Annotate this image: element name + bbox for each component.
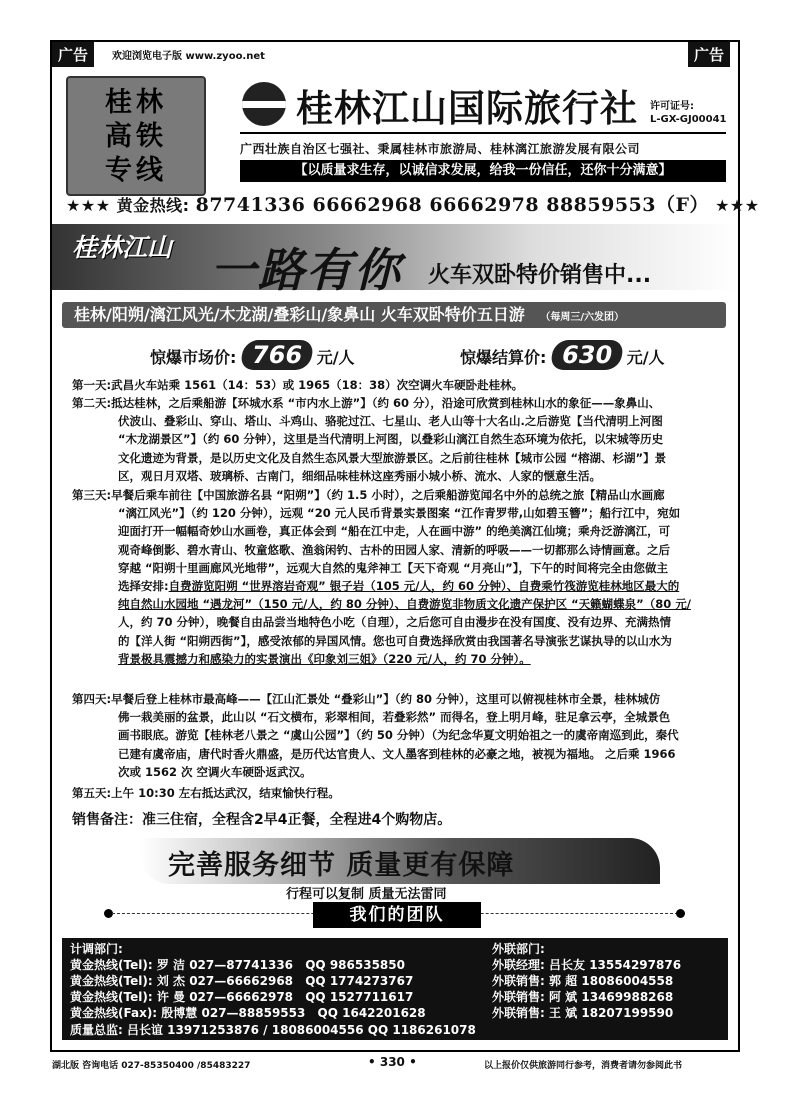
day-line: 的【洋人街 “阳朔西街”】，感受浓郁的异国风情。您也可自费选择欣赏由我国著名导演张艺谋执导的以山水为 <box>118 633 672 648</box>
contact-row-left <box>70 1004 426 1021</box>
ad-tag-left: 广告 <box>52 42 94 67</box>
sales-note: 销售备注：准三住宿，全程含2早4正餐，全程进4个购物店。 <box>72 812 452 828</box>
day-title: 第二天: <box>72 396 112 410</box>
right-dept-header: 外联部门: <box>492 942 545 956</box>
contact-phone: 18207199590 <box>581 1006 674 1020</box>
company-name: 桂林江山国际旅行社 <box>296 87 638 130</box>
welcome-text: 欢迎浏览电子版 www.zyoo.net <box>112 51 265 62</box>
day-title: 第一天: <box>72 378 112 392</box>
market-price <box>150 340 355 370</box>
scroll-line-3: 专线 <box>105 155 167 186</box>
day-line: 背景极具震撼力和感染力的实景演出《印象刘三姐》（220 元/人，约 70 分钟）。 <box>118 651 531 666</box>
ad-tag-right: 广告 <box>688 42 730 67</box>
contact-name: 吕长友 <box>549 958 586 972</box>
day-line: 迎面打开一幅幅奇妙山水画卷，真正体会到 “船在江中走，人在画中游” 的绝美漓江仙境；乘舟泛游漓江，可 <box>118 524 671 539</box>
contact-name: 殷博慧 <box>161 1006 198 1020</box>
day-line: 伏波山、叠彩山、穿山、塔山、斗鸡山、骆驼过江、七星山、老人山等十大名山.之后游览【当代清明上河图 <box>118 414 663 429</box>
footer-left: 湖北版 咨询电话 027-85350400 /85483227 <box>52 1061 251 1071</box>
contact-row-left <box>70 988 413 1005</box>
day-line: 画书眼底。游览【桂林老八景之 “虞山公园”】（约 50 分钟）（为纪念华夏文明始祖之一的虞帝南巡到此，秦代 <box>118 728 679 743</box>
contact-label: 黄金热线(Tel): <box>70 958 153 972</box>
day-line: 早餐后登上桂林市最高峰——【江山汇景处 “叠彩山”】（约 80 分钟），这里可以俯视桂林市全景，桂林城仿 <box>111 692 661 706</box>
company-logo-icon <box>242 82 286 126</box>
day-line: 文化遗迹为背景，是以历史文化及自然生态风景大型旅游景区。之后前往桂林【城市公园 “榕湖、杉湖”】景 <box>118 450 667 465</box>
left-dept-header: 计调部门: <box>70 942 123 956</box>
header-divider <box>240 132 726 134</box>
scroll-line-2: 高铁 <box>105 121 167 152</box>
itinerary-day1 <box>72 376 722 394</box>
day-line: 纯自然山水园地 “遇龙河”（150 元/人，约 80 分钟）、自费游览非物质文化遗产保护区 “天籁蝴蝶泉”（80 元/ <box>118 597 691 612</box>
contact-qq: QQ 986535850 <box>305 958 405 972</box>
contact-name: 阿 斌 <box>549 990 578 1004</box>
contact-row-right <box>492 972 673 989</box>
contact-label: 黄金热线(Fax): <box>70 1006 158 1020</box>
company-slogan: 【以质量求生存，以诚信求发展，给我一份信任，还你十分满意】 <box>240 160 726 182</box>
day-line: 已建有虞帝庙，唐代时香火鼎盛，是历代达官贵人、文人墨客到桂林的必豪之地，被视为福地。 之后乘 1966 <box>118 746 676 761</box>
settle-price-unit: 元/人 <box>626 348 665 367</box>
banner-headline: 一路有你 <box>210 243 402 297</box>
license-number: L-GX-GJ00041 <box>650 114 727 125</box>
contact-name: 罗 洁 <box>156 958 185 972</box>
day-text: 上午 10:30 左右抵达武汉，结束愉快行程。 <box>111 786 340 800</box>
day-text: 武昌火车站乘 1561（14：53）或 1965（18：38）次空调火车硬卧赴桂林。 <box>111 378 524 392</box>
choice-prefix: 选择安排: <box>118 579 169 594</box>
contact-label: 外联经理: <box>492 958 545 972</box>
day-line: 观奇峰倒影、碧水青山、牧童悠歌、渔翁闲钓、古朴的田园人家、清新的呼吸——一切都那么诗情画意。之后 <box>118 542 670 557</box>
day-line: 穿越 “阳朔十里画廊风光地带”，远观大自然的鬼斧神工【天下奇观 “月亮山”】，下午的时间将完全由您做主 <box>118 560 668 575</box>
settle-price-value: 630 <box>549 340 624 370</box>
contact-name: 刘 杰 <box>156 974 185 988</box>
route-schedule: （每周三/六发团） <box>540 312 625 323</box>
contact-row-left <box>70 972 413 989</box>
day-line: 佛一栽美丽的盆景，此山以 “石文横布，彩翠相间，若叠彩然” 而得名，登上明月峰，驻足拿云亭，全城景色 <box>118 710 671 725</box>
banner-brand: 桂林江山 <box>72 233 173 262</box>
service-title: 完善服务细节 质量更有保障 <box>168 850 515 881</box>
contact-label: 黄金热线(Tel): <box>70 990 153 1004</box>
day-line: 早餐后乘车前往【中国旅游名县 “阳朔”】（约 1.5 小时），之后乘船游览闻名中外的总统之旅【精品山水画廊 <box>111 488 665 502</box>
choice-option: 自费游览阳朔 “世界溶岩奇观” 银子岩（105 元/人，约 60 分钟）、自费乘竹筏游览桂林地区最大的 <box>168 579 680 594</box>
star-icon: ★★★ <box>66 196 111 215</box>
contact-row-right <box>492 956 681 973</box>
footer-right: 以上报价仅供旅游同行参考，消费者请勿参阅此书 <box>484 1061 683 1071</box>
contact-qq: QQ 1642201628 <box>317 1006 426 1020</box>
contact-label: 外联销售: <box>492 1006 545 1020</box>
contact-phone: 18086004558 <box>581 974 674 988</box>
contact-qq: QQ 1774273767 <box>305 974 414 988</box>
page-number: • 330 • <box>368 1055 417 1069</box>
day-line: 次或 1562 次 空调火车硬卧返武汉。 <box>118 764 312 779</box>
itinerary-day5 <box>72 784 722 802</box>
contact-phone: 027—87741336 <box>189 958 294 972</box>
day-line: 人，约 70 分钟），晚餐自由品尝当地特色小吃（自理），之后您可自由漫步在没有国度、没有边界、充满热情 <box>118 615 672 630</box>
contact-phone: 027—66662978 <box>189 990 294 1004</box>
contact-row-right <box>492 988 673 1005</box>
company-affiliation: 广西壮族自治区七强社、秉属桂林市旅游局、桂林漓江旅游发展有限公司 <box>240 142 641 156</box>
divider-dot-icon <box>676 909 685 918</box>
hotline-label: 黄金热线: <box>116 196 190 215</box>
contact-label: 外联销售: <box>492 974 545 988</box>
route-title-bar <box>62 302 726 328</box>
scroll-line-1: 桂林 <box>105 87 167 118</box>
market-price-unit: 元/人 <box>316 348 355 367</box>
day-line: 抵达桂林，之后乘船游【环城水系 “市内水上游”】（约 60 分），沿途可欣赏到桂林山水的象征——象鼻山、 <box>111 396 661 410</box>
contact-label: 黄金热线(Tel): <box>70 974 153 988</box>
hotline-numbers: 87741336 66662968 66662978 88859553（F） <box>195 194 709 216</box>
team-label: 我们的团队 <box>313 902 481 928</box>
contact-phone: 027—88859553 <box>201 1006 306 1020</box>
contact-label: 外联销售: <box>492 990 545 1004</box>
service-subtitle: 行程可以复制 质量无法雷同 <box>286 887 447 902</box>
day-title: 第五天: <box>72 786 112 800</box>
day-line: 区，观日月双塔、玻璃桥、古南门，细细品味桂林这座秀丽小城小桥、流水、人家的惬意生活。 <box>118 468 601 483</box>
contact-box <box>62 938 728 1040</box>
route-scroll <box>66 76 206 196</box>
itinerary-day4 <box>72 690 722 781</box>
license-label: 许可证号: <box>650 101 694 112</box>
contact-qq: QQ 1527711617 <box>305 990 414 1004</box>
hotline-row <box>66 190 760 217</box>
license-block <box>650 100 727 126</box>
contact-row-left <box>70 956 405 973</box>
quality-manager: 质量总监: 吕长谊 13971253876 / 18086004556 QQ 1186261078 <box>70 1023 476 1037</box>
settle-price-label: 惊爆结算价: <box>460 348 547 367</box>
star-icon: ★★★ <box>715 196 760 215</box>
route-title: 桂林/阳朔/漓江风光/木龙湖/叠彩山/象鼻山 火车双卧特价五日游 <box>74 305 525 324</box>
contact-phone: 13469988268 <box>581 990 674 1004</box>
banner-subtitle: 火车双卧特价销售中... <box>428 263 652 288</box>
itinerary-day3 <box>72 486 722 668</box>
contact-name: 许 曼 <box>156 990 185 1004</box>
settle-price <box>460 340 665 370</box>
contact-phone: 027—66662968 <box>189 974 294 988</box>
itinerary-day2 <box>72 394 722 485</box>
contact-name: 王 斌 <box>549 1006 578 1020</box>
market-price-value: 766 <box>239 340 314 370</box>
contact-phone: 13554297876 <box>589 958 682 972</box>
contact-name: 郭 超 <box>549 974 578 988</box>
market-price-label: 惊爆市场价: <box>150 348 237 367</box>
day-line: “木龙湖景区”】（约 60 分钟），这里是当代清明上河图，以叠彩山漓江自然生态环境为依托，以宋城等历史 <box>118 432 664 447</box>
day-title: 第三天: <box>72 488 112 502</box>
day-line: “漓江风光”】（约 120 分钟），远观 “20 元人民币背景实景图案 “江作青罗带,山如碧玉簪”；船行江中，宛如 <box>118 506 681 521</box>
contact-row-right <box>492 1004 673 1021</box>
day-title: 第四天: <box>72 692 112 706</box>
